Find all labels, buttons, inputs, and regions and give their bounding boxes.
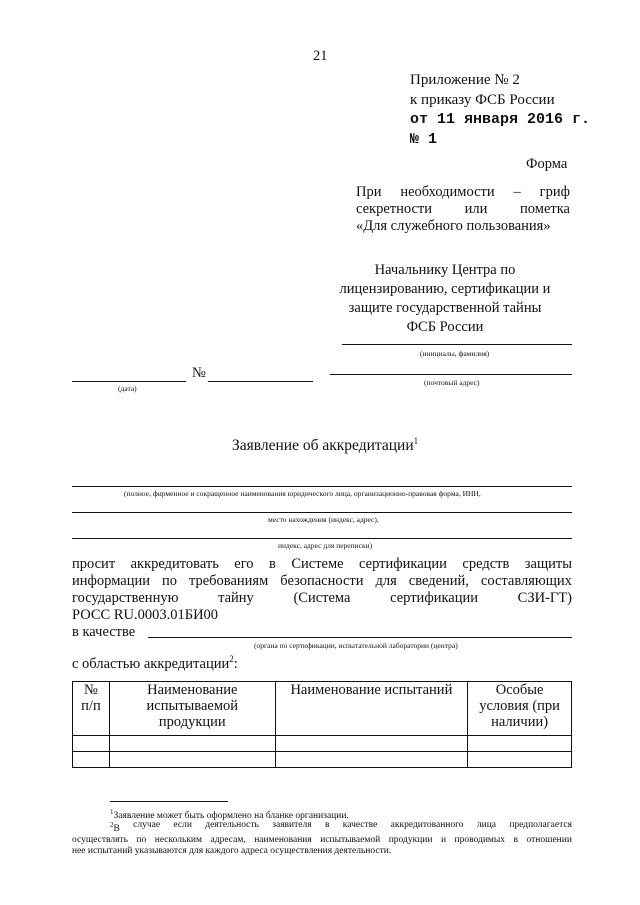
header-line: Особые xyxy=(495,682,544,698)
word: просит xyxy=(72,556,116,572)
form-label: Форма xyxy=(526,156,568,172)
word: тайну xyxy=(218,590,254,606)
word: качестве xyxy=(342,820,378,830)
header-conditions xyxy=(468,682,572,736)
word: деятельность xyxy=(205,820,259,830)
secrecy-row-3: «Для служебного пользования» xyxy=(356,218,551,234)
scope-colon: : xyxy=(233,655,238,672)
body-row-4: РОСС RU.0003.01БИ00 xyxy=(72,607,219,623)
table-row xyxy=(73,752,572,768)
word: сведений, xyxy=(408,573,469,589)
document-title xyxy=(232,436,418,455)
word: адресам, xyxy=(210,835,246,846)
footnote-2-row-3: нее испытаний указываются для каждого адреса осуществления деятельности. xyxy=(72,846,392,857)
initials-line xyxy=(342,344,572,345)
word: требованиям xyxy=(188,573,269,589)
body-text xyxy=(72,556,572,624)
body-row-2 xyxy=(72,573,572,590)
addressee-line-3: защите государственной тайны xyxy=(348,300,542,316)
word: осуществлять xyxy=(72,835,128,846)
word: нескольким xyxy=(154,835,203,846)
table-cell[interactable] xyxy=(73,752,110,768)
header-line: Наименование испытаний xyxy=(290,682,453,698)
addressee-line-1: Начальнику Центра по xyxy=(374,262,516,278)
word: секретности xyxy=(356,201,433,217)
word: информации xyxy=(72,573,150,589)
number-sign: № xyxy=(192,365,206,381)
word: защиты xyxy=(524,556,572,572)
location-line xyxy=(72,512,572,513)
location-hint: место нахождения (индекс, адрес), xyxy=(268,515,379,524)
word: заявителя xyxy=(272,820,312,830)
footnote-1-mark: 1 xyxy=(110,808,114,816)
body-row-1 xyxy=(72,556,572,573)
table-cell[interactable] xyxy=(468,736,572,752)
word: продукции xyxy=(388,835,433,846)
body-row-3 xyxy=(72,590,572,607)
word: наименования xyxy=(254,835,312,846)
addressee-line-4: ФСБ России xyxy=(406,319,484,335)
table-cell[interactable] xyxy=(73,736,110,752)
word: по xyxy=(161,573,177,589)
word: составляющих xyxy=(480,573,572,589)
word: его xyxy=(234,556,254,572)
table-cell[interactable] xyxy=(468,752,572,768)
table-cell[interactable] xyxy=(109,752,275,768)
word: необходимости xyxy=(400,184,495,200)
addressee-block xyxy=(320,261,570,337)
word: пометка xyxy=(520,201,570,217)
word: безопасности xyxy=(280,573,364,589)
number-line xyxy=(208,381,313,382)
postal-line xyxy=(330,374,572,375)
footnote-1-text: Заявление может быть оформлено на бланке организации. xyxy=(113,811,349,822)
word: (Система xyxy=(293,590,351,606)
footnote-separator xyxy=(110,801,228,802)
addressee-line-2: лицензированию, сертификации и xyxy=(339,281,551,297)
header-number xyxy=(73,682,110,736)
word: СЗИ-ГТ) xyxy=(517,590,572,606)
appendix-line-2: к приказу ФСБ России xyxy=(410,92,555,108)
role-hint: (органа по сертификации, испытательной лаборатории (центра) xyxy=(254,641,458,650)
table-cell[interactable] xyxy=(109,736,275,752)
word xyxy=(110,820,120,835)
word: Системе xyxy=(291,556,344,572)
word: аккредитовать xyxy=(130,556,219,572)
as-label: в качестве xyxy=(72,624,136,640)
table-header-row xyxy=(73,682,572,736)
word: средств xyxy=(462,556,510,572)
footnote-2-row-1 xyxy=(72,820,572,835)
word: – xyxy=(513,184,521,200)
footnote-2-row-2 xyxy=(72,835,572,846)
scope-label xyxy=(72,651,238,673)
word: в xyxy=(324,820,330,830)
scope-footnote-mark: 2 xyxy=(229,654,234,664)
word: сертификации xyxy=(390,590,479,606)
word: гриф xyxy=(539,184,570,200)
header-line: испытываемой xyxy=(146,698,239,714)
word: для xyxy=(375,573,397,589)
appendix-date: от 11 января 2016 г. xyxy=(410,111,591,128)
date-line xyxy=(72,381,186,382)
header-line: № xyxy=(84,682,98,698)
footnote-2 xyxy=(72,820,572,857)
title-text: Заявление об аккредитации xyxy=(232,437,414,455)
postal-hint: (почтовый адрес) xyxy=(424,378,480,387)
table-row xyxy=(73,736,572,752)
appendix-line-1: Приложение № 2 xyxy=(410,72,520,88)
word: В xyxy=(113,824,120,835)
appendix-number: № 1 xyxy=(410,131,438,148)
table-cell[interactable] xyxy=(275,752,468,768)
header-line: п/п xyxy=(81,698,101,714)
word: в xyxy=(269,556,276,572)
date-hint: (дата) xyxy=(118,384,137,393)
word: проводимых xyxy=(454,835,506,846)
word: предполагается xyxy=(509,820,572,830)
accreditation-scope-table xyxy=(72,681,572,768)
word: и xyxy=(440,835,447,846)
word: случае xyxy=(133,820,161,830)
word: отношении xyxy=(526,835,572,846)
appendix-block xyxy=(410,70,590,150)
header-line: продукции xyxy=(158,714,226,730)
title-footnote-mark: 1 xyxy=(413,436,419,446)
header-product xyxy=(109,682,275,736)
word: аккредитованного xyxy=(390,820,464,830)
initials-hint: (инициалы, фамилия) xyxy=(420,349,490,358)
header-tests xyxy=(275,682,468,736)
role-line xyxy=(148,637,572,638)
secrecy-row-1 xyxy=(356,184,570,201)
word: сертификации xyxy=(359,556,447,572)
word: если xyxy=(173,820,192,830)
org-name-line xyxy=(72,486,572,487)
header-line: Наименование xyxy=(147,682,238,698)
word: государственную xyxy=(72,590,179,606)
scope-text: с областью аккредитации xyxy=(72,655,230,672)
footnote-2-mark: 2 xyxy=(110,821,114,829)
mail-address-line xyxy=(72,538,572,539)
word: в xyxy=(513,835,519,846)
word: испытываемой xyxy=(320,835,381,846)
secrecy-note xyxy=(356,184,570,235)
secrecy-row-2 xyxy=(356,201,570,218)
header-line: условия (при xyxy=(479,698,560,714)
word: или xyxy=(464,201,488,217)
table-cell[interactable] xyxy=(275,736,468,752)
org-name-hint: (полное, фирменное и сокращенное наименования юридического лица, организационно-правовая форма, ИНН, xyxy=(124,489,481,498)
word: При xyxy=(356,184,382,200)
page-number: 21 xyxy=(313,48,328,64)
header-line: наличии) xyxy=(491,714,549,730)
word: по xyxy=(136,835,147,846)
word: лица xyxy=(476,820,497,830)
mail-address-hint: индекс, адрес для переписки) xyxy=(278,541,373,550)
